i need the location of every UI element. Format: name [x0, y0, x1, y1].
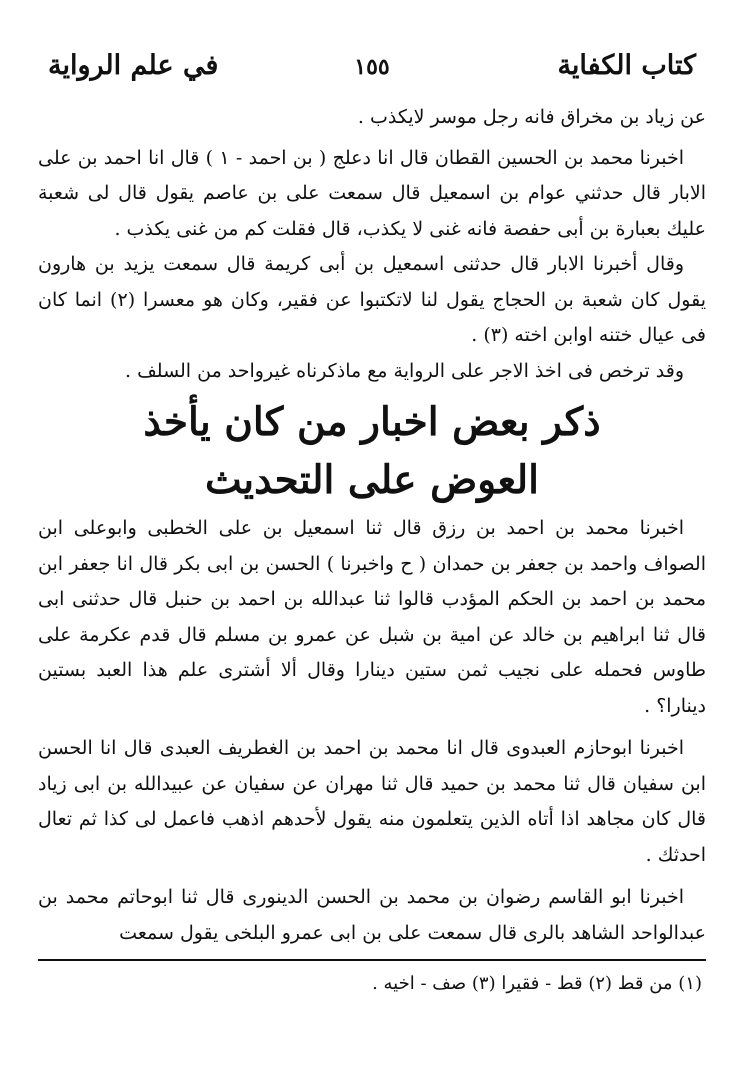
paragraph-narration-6: اخبرنا ابو القاسم رضوان بن محمد بن الحسن الدينورى قال ثنا ابوحاتم محمد بن عبدالواحد الشاهد بالرى قال سمعت على بن ابى عمرو البلخى يقول سمعت [38, 886, 706, 944]
section-title-line-2: العوض على التحديث [205, 457, 539, 503]
paragraph-continuation: عن زياد بن مخراق فانه رجل موسر لايكذب . [357, 106, 706, 128]
book-page [38, 40, 706, 1050]
running-title-book: كتاب الكفاية [557, 50, 696, 81]
section-title-line-1: ذكر بعض اخبار من كان يأخذ [143, 399, 601, 445]
paragraph-narration-1: اخبرنا محمد بن الحسين القطان قال انا دعلج ( بن احمد - ١ ) قال انا احمد بن على الابار قال حدثني عوام بن اسمعيل قال سمعت على بن عاصم يقول قال لى شعبة عليك بعبارة بن أبى حفصة فانه غنى لا يكذب، قال فقلت كم من غنى يكذب . [38, 146, 706, 240]
page-header [38, 40, 706, 100]
paragraph-narration-4: اخبرنا محمد بن احمد بن رزق قال ثنا اسمعيل بن على الخطبى وابوعلى ابن الصواف واحمد بن جعفر بن حمدان ( ح واخبرنا ) الحسن بن ابى بكر قال انا جعفر ابن محمد بن احمد بن الحكم المؤدب قالوا ثنا عبدالله بن احمد بن حنبل قال حدثنى ابى قال ثنا ابراهيم بن خالد عن امية بن شبل عن عمرو بن مسلم قال قدم عكرمة على طاوس فحمله على نجيب ثمن ستين دينارا وقال ألا أشترى علم هذا العبد بستين دينارا؟ . [38, 517, 706, 717]
paragraph-narration-2: وقال أخبرنا الابار قال حدثنى اسمعيل بن أبى كريمة قال سمعت يزيد بن هارون يقول كان شعبة بن الحجاج يقول لنا لاتكتبوا عن فقير، وكان هو معسرا (٢) انما كان فى عيال ختنه اوابن اخته (٣) . [38, 253, 706, 346]
running-title-subject: في علم الرواية [48, 50, 219, 81]
section-title [38, 393, 706, 509]
paragraph-narration-5: اخبرنا ابوحازم العبدوى قال انا محمد بن احمد بن الغطريف العبدى قال انا الحسن ابن سفيان قال ثنا محمد بن حميد قال ثنا مهران عن سفيان عن عبيدالله بن ابى زياد قال كان مجاهد اذا أتاه الذين يتعلمون منه يقول لأحدهم اذهب فاعمل لى كذا ثم تعال احدثك . [38, 737, 706, 866]
paragraph-narration-3: وقد ترخص فى اخذ الاجر على الرواية مع ماذكرناه غيرواحد من السلف . [125, 359, 684, 382]
footnote-divider [38, 959, 706, 961]
page-number: ١٥٥ [354, 54, 390, 80]
footnote: (١) من قط (٢) قط - فقيرا (٣) صف - اخيه . [372, 973, 702, 994]
